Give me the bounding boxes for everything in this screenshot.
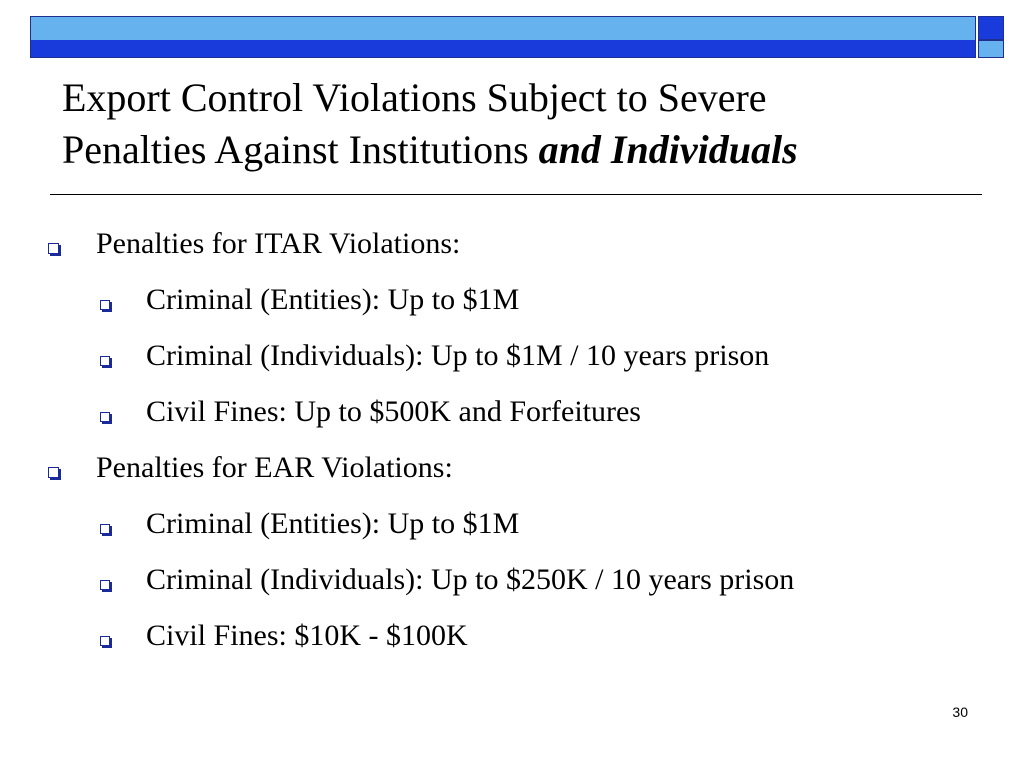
title-line-2-plain: Penalties Against Institutions <box>62 127 539 172</box>
bullet-text: Criminal (Individuals): Up to $1M / 10 years prison <box>146 339 770 372</box>
banner-stripe-light <box>31 17 975 41</box>
square-bullet-icon <box>100 636 110 646</box>
bullet-text: Criminal (Individuals): Up to $250K / 10 years prison <box>146 563 795 596</box>
square-bullet-icon <box>48 467 59 478</box>
bullet-text: Civil Fines: Up to $500K and Forfeitures <box>146 395 641 428</box>
banner-stripe-dark <box>31 40 975 57</box>
square-bullet-icon <box>48 243 59 254</box>
banner-corner-dark <box>978 16 1004 40</box>
square-bullet-icon <box>100 524 110 534</box>
square-bullet-icon <box>100 356 110 366</box>
square-bullet-icon <box>100 412 110 422</box>
bullet-text: Criminal (Entities): Up to $1M <box>146 283 520 316</box>
banner-corner-light <box>978 40 1004 58</box>
bullet-text: Criminal (Entities): Up to $1M <box>146 507 520 540</box>
bullet-text: Civil Fines: $10K - $100K <box>146 619 468 652</box>
title-line-2-emphasis: and Individuals <box>538 127 798 172</box>
slide-title <box>62 72 982 176</box>
page-number: 30 <box>952 704 968 720</box>
title-divider <box>50 194 982 195</box>
header-banner <box>30 16 976 58</box>
bullet-text: Penalties for ITAR Violations: <box>96 227 461 260</box>
title-line-2 <box>62 124 982 176</box>
square-bullet-icon <box>100 300 110 310</box>
bullet-text: Penalties for EAR Violations: <box>96 451 453 484</box>
title-line-1: Export Control Violations Subject to Severe <box>62 75 767 120</box>
square-bullet-icon <box>100 580 110 590</box>
